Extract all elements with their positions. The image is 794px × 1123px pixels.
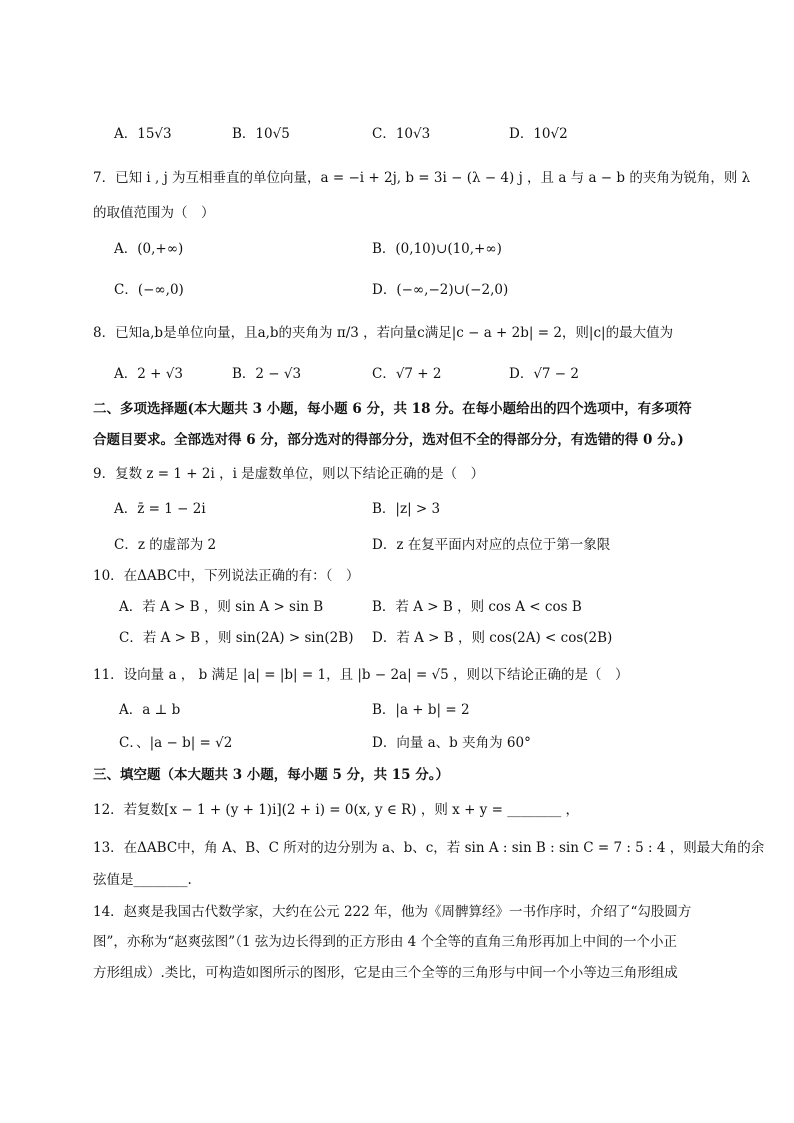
q13-line1: 13．在ΔABC中，角 A、B、C 所对的边分别为 a、b、c，若 sin A : sin B : sin C = 7 : 5 : 4 ，则最大角的余 <box>93 840 765 856</box>
q7-option-d: D．(−∞,−2)∪(−2,0) <box>372 282 509 298</box>
q7-option-c: C．(−∞,0) <box>114 282 184 298</box>
q8-option-c: C．√7 + 2 <box>372 366 442 382</box>
q8-option-d: D．√7 − 2 <box>509 366 579 382</box>
q7-stem-line2: 的取值范围为（ ） <box>93 205 215 221</box>
q9-option-d: D．z 在复平面内对应的点位于第一象限 <box>372 537 611 553</box>
q6-option-c: C．10√3 <box>372 126 431 142</box>
q10-option-d: D．若 A > B ，则 cos(2A) < cos(2B) <box>372 630 613 646</box>
q6-option-b: B．10√5 <box>232 126 290 142</box>
q10-option-c: C．若 A > B ，则 sin(2A) > sin(2B) <box>119 630 354 646</box>
q14-line2: 图”，亦称为“赵爽弦图”（1 弦为边长得到的正方形由 4 个全等的直角三角形再加上中间的一个小正 <box>93 934 678 950</box>
q8-option-a: A．2 + √3 <box>114 366 183 382</box>
section-2-line1: 二、多项选择题(本大题共 3 小题，每小题 6 分，共 18 分。在每小题给出的四个选项中，有多项符 <box>93 401 692 417</box>
q9-stem: 9．复数 z = 1 + 2i ，i 是虚数单位，则以下结论正确的是（ ） <box>93 466 485 482</box>
section-3-header: 三、填空题（本大题共 3 小题，每小题 5 分，共 15 分。） <box>93 767 450 783</box>
q7-option-a: A．(0,+∞) <box>114 241 184 257</box>
q13-line2: 弦值是________. <box>93 872 192 888</box>
q9-option-a: A．z̄ = 1 − 2i <box>114 501 206 517</box>
q11-option-d: D．向量 a、b 夹角为 60° <box>372 735 531 751</box>
q10-option-b: B．若 A > B ，则 cos A < cos B <box>372 599 582 615</box>
q10-stem: 10．在ΔABC中，下列说法正确的有：（ ） <box>93 568 360 584</box>
section-2-line2: 合题目要求。全部选对得 6 分，部分选对的得部分分，选对但不全的得部分分，有选错的得 0 分。) <box>93 432 684 448</box>
q8-stem: 8．已知a,b是单位向量，且a,b的夹角为 π/3 ，若向量c满足|c − a + 2b| = 2，则|c|的最大值为 <box>93 325 674 341</box>
q7-option-b: B．(0,10)∪(10,+∞) <box>372 241 502 257</box>
q11-stem: 11．设向量 a ， b 满足 |a| = |b| = 1，且 |b − 2a| = √5 ，则以下结论正确的是（ ） <box>93 667 629 683</box>
q14-line3: 方形组成）.类比，可构造如图所示的图形，它是由三个全等的三角形与中间一个小等边三角形组成 <box>93 965 678 981</box>
q9-option-b: B．|z| > 3 <box>372 501 441 517</box>
q7-stem-line1: 7．已知 i , j 为互相垂直的单位向量，a = −i + 2j, b = 3i − (λ − 4) j ，且 a 与 a − b 的夹角为锐角，则 λ <box>93 170 751 186</box>
q11-option-a: A．a ⊥ b <box>119 702 181 718</box>
q10-option-a: A．若 A > B ，则 sin A > sin B <box>119 599 324 615</box>
q6-option-a: A．15√3 <box>114 126 172 142</box>
q8-option-b: B．2 − √3 <box>232 366 302 382</box>
q11-option-c: C．、|a − b| = √2 <box>119 735 233 751</box>
q6-option-d: D．10√2 <box>509 126 568 142</box>
q9-option-c: C．z 的虚部为 2 <box>114 537 217 553</box>
q11-option-b: B．|a + b| = 2 <box>372 702 470 718</box>
q12-stem: 12．若复数[x − 1 + (y + 1)i](2 + i) = 0(x, y ∈ R) ，则 x + y = ________ ， <box>93 802 579 818</box>
q14-line1: 14．赵爽是我国古代数学家，大约在公元 222 年，他为《周髀算经》一书作序时，介绍了“勾股圆方 <box>93 904 692 920</box>
